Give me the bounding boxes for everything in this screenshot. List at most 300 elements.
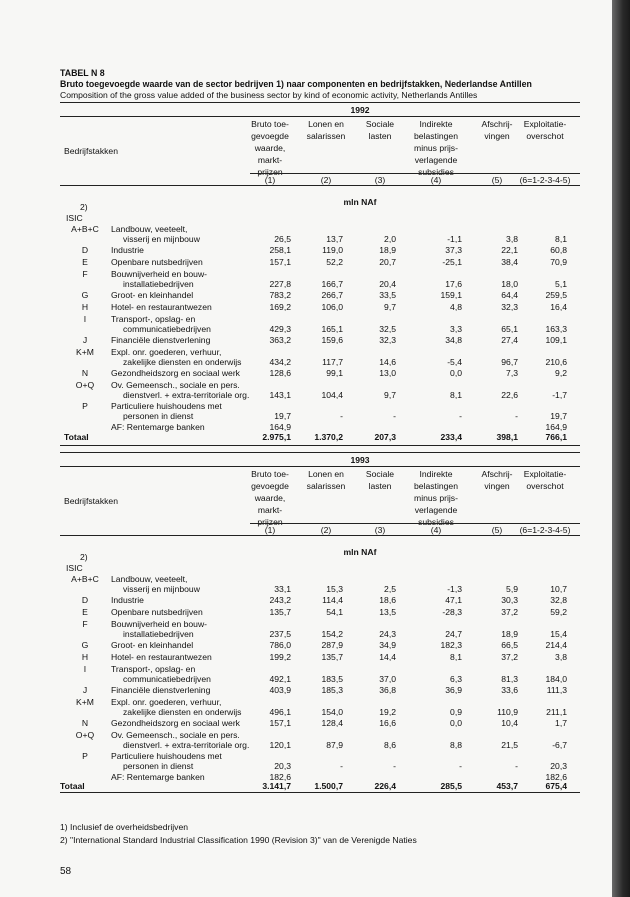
value-cell: - xyxy=(459,761,462,771)
total-value: 285,5 xyxy=(440,781,462,791)
value-cell: 9,7 xyxy=(384,302,396,312)
column-header-1: Bruto toe- xyxy=(251,119,289,129)
value-cell: 34,9 xyxy=(379,640,396,650)
value-cell: 96,7 xyxy=(501,357,518,367)
branch-name-cont: dienstverl. + extra-territoriale org. xyxy=(123,740,250,750)
column-header-5: Afschrij- xyxy=(481,119,513,129)
rule-line xyxy=(250,173,580,174)
value-cell: 32,3 xyxy=(501,302,518,312)
value-cell: 3,3 xyxy=(450,324,462,334)
isic-code: K+M xyxy=(76,697,94,707)
isic-code: P xyxy=(82,401,88,411)
table-row xyxy=(0,595,612,607)
footnote-2: 2) "International Standard Industrial Classification 1990 (Revision 3)" van de Verenigde Naties xyxy=(60,835,417,845)
value-cell: 157,1 xyxy=(269,718,291,728)
branch-name: Openbare nutsbedrijven xyxy=(111,257,203,267)
branch-name-cont: zakelijke diensten en onderwijs xyxy=(123,707,242,717)
value-cell: 114,4 xyxy=(322,595,343,605)
year-label: 1993 xyxy=(350,455,370,465)
isic-code: E xyxy=(82,257,88,267)
column-header-3: lasten xyxy=(368,481,392,491)
value-cell: 110,9 xyxy=(497,707,518,717)
total-value: 233,4 xyxy=(440,432,462,442)
column-header-4: belastingen xyxy=(414,131,458,141)
total-value: 2.975,1 xyxy=(262,432,291,442)
value-cell: 5,9 xyxy=(506,584,518,594)
value-cell: 104,4 xyxy=(321,390,343,400)
column-header-1: markt- xyxy=(257,155,283,165)
branch-name: Openbare nutsbedrijven xyxy=(111,607,203,617)
value-cell: 182,3 xyxy=(440,640,462,650)
value-cell: 18,0 xyxy=(501,279,518,289)
value-cell: 363,2 xyxy=(269,335,291,345)
branch-name-cont: personen in dienst xyxy=(123,761,194,771)
table-row xyxy=(0,718,612,730)
value-cell: 87,9 xyxy=(326,740,343,750)
branch-name: Expl. onr. goederen, verhuur, xyxy=(111,347,222,357)
value-cell: 237,5 xyxy=(269,629,291,639)
value-cell: 24,3 xyxy=(379,629,396,639)
value-cell: 0,9 xyxy=(450,707,462,717)
value-cell: 27,4 xyxy=(501,335,518,345)
column-number: (5) xyxy=(491,175,503,185)
isic-code: G xyxy=(81,640,89,650)
isic-label: ISIC xyxy=(66,563,83,573)
table-row xyxy=(0,245,612,257)
rule-line xyxy=(60,102,580,103)
value-cell: 119,0 xyxy=(322,245,343,255)
value-cell: 8,1 xyxy=(450,652,462,662)
value-cell: 14,4 xyxy=(379,652,396,662)
value-cell: 492,1 xyxy=(269,674,291,684)
value-cell: 3,8 xyxy=(555,652,567,662)
value-cell: 19,7 xyxy=(274,411,291,421)
unit-label: mln NAf xyxy=(343,197,377,207)
branch-name-cont: communicatiebedrijven xyxy=(123,674,211,684)
branch-name: Industrie xyxy=(111,595,144,605)
value-cell: 164,9 xyxy=(269,422,291,432)
value-cell: 166,7 xyxy=(321,279,343,289)
value-cell: 120,1 xyxy=(269,740,291,750)
column-header-branch: Bedrijfstakken xyxy=(64,146,118,156)
column-header-branch: Bedrijfstakken xyxy=(64,496,118,506)
table-row xyxy=(0,574,612,596)
table-label: TABEL N 8 xyxy=(60,68,105,78)
isic-code: J xyxy=(82,335,88,345)
column-number: (2) xyxy=(320,525,332,535)
value-cell: 164,9 xyxy=(545,422,567,432)
isic-code: G xyxy=(81,290,89,300)
isic-code: O+Q xyxy=(75,380,95,390)
value-cell: 38,4 xyxy=(501,257,518,267)
isic-code: P xyxy=(82,751,88,761)
value-cell: 2,0 xyxy=(384,234,396,244)
branch-name: AF: Rentemarge banken xyxy=(111,772,205,782)
table-title: Bruto toegevoegde waarde van de sector bedrijven 1) naar componenten en bedrijfstakken, Nederlandse Antillen xyxy=(60,79,532,89)
value-cell: 9,7 xyxy=(384,390,396,400)
branch-name: Groot- en kleinhandel xyxy=(111,640,194,650)
table-row xyxy=(0,652,612,664)
value-cell: 111,3 xyxy=(546,685,567,695)
value-cell: 32,5 xyxy=(379,324,396,334)
column-header-1: waarde, xyxy=(254,493,286,503)
column-header-3: lasten xyxy=(368,131,392,141)
value-cell: 154,2 xyxy=(321,629,343,639)
column-header-4: subsidies xyxy=(418,167,454,177)
page-edge xyxy=(612,0,630,897)
column-header-4: minus prijs- xyxy=(414,143,458,153)
column-header-6: overschot xyxy=(526,131,564,141)
value-cell: 157,1 xyxy=(269,257,291,267)
value-cell: 37,0 xyxy=(379,674,396,684)
branch-name: AF: Rentemarge banken xyxy=(111,422,205,432)
column-number: (1) xyxy=(264,525,276,535)
column-header-3: Sociale xyxy=(365,469,395,479)
value-cell: 15,3 xyxy=(326,584,343,594)
value-cell: 183,5 xyxy=(321,674,343,684)
table-row xyxy=(0,224,612,246)
rule-line xyxy=(250,523,580,524)
isic-label: ISIC xyxy=(66,213,83,223)
value-cell: 8,1 xyxy=(555,234,567,244)
table-row xyxy=(0,269,612,291)
value-cell: 37,3 xyxy=(445,245,462,255)
isic-code: E xyxy=(82,607,88,617)
year-label: 1992 xyxy=(350,105,370,115)
branch-name: Industrie xyxy=(111,245,144,255)
value-cell: 47,1 xyxy=(445,595,462,605)
branch-name: Financiële dienstverlening xyxy=(111,335,211,345)
rule-line xyxy=(60,445,580,446)
column-number: (6=1-2-3-4-5) xyxy=(519,175,571,185)
column-header-4: Indirekte xyxy=(419,119,453,129)
branch-name: Hotel- en restaurantwezen xyxy=(111,302,212,312)
column-header-2: Lonen en xyxy=(308,469,344,479)
value-cell: 20,4 xyxy=(379,279,396,289)
value-cell: 36,8 xyxy=(379,685,396,695)
table-row xyxy=(0,347,612,369)
column-header-4: verlagende xyxy=(414,505,458,515)
value-cell: 30,3 xyxy=(501,595,518,605)
total-label: Totaal xyxy=(60,781,85,791)
value-cell: 106,0 xyxy=(321,302,343,312)
value-cell: 22,1 xyxy=(501,245,518,255)
value-cell: 1,7 xyxy=(555,718,567,728)
value-cell: 33,6 xyxy=(501,685,518,695)
isic-code: D xyxy=(81,595,89,605)
value-cell: 210,6 xyxy=(545,357,567,367)
total-value: 1.500,7 xyxy=(314,781,343,791)
value-cell: 52,2 xyxy=(326,257,343,267)
table-row xyxy=(0,619,612,641)
value-cell: 7,3 xyxy=(506,368,518,378)
isic-note: 2) xyxy=(80,552,88,562)
value-cell: 59,2 xyxy=(550,607,567,617)
total-value: 453,7 xyxy=(496,781,518,791)
value-cell: 26,5 xyxy=(274,234,291,244)
value-cell: - xyxy=(393,761,396,771)
table-row xyxy=(0,751,612,773)
isic-code: J xyxy=(82,685,88,695)
branch-name: Bouwnijverheid en bouw- xyxy=(111,269,208,279)
value-cell: -1,7 xyxy=(552,390,567,400)
value-cell: 21,5 xyxy=(501,740,518,750)
value-cell: 17,6 xyxy=(445,279,462,289)
value-cell: 14,6 xyxy=(379,357,396,367)
table-row xyxy=(0,607,612,619)
value-cell: 8,6 xyxy=(384,740,396,750)
value-cell: 0,0 xyxy=(450,718,462,728)
isic-code: H xyxy=(81,652,89,662)
rule-line xyxy=(60,792,580,793)
value-cell: 159,6 xyxy=(321,335,343,345)
isic-code: F xyxy=(82,619,88,629)
branch-name: Ov. Gemeensch., sociale en pers. xyxy=(111,380,240,390)
value-cell: - xyxy=(393,411,396,421)
value-cell: 37,2 xyxy=(501,652,518,662)
value-cell: 429,3 xyxy=(269,324,291,334)
branch-name-cont: visserij en mijnbouw xyxy=(123,234,200,244)
total-value: 675,4 xyxy=(545,781,567,791)
column-header-1: Bruto toe- xyxy=(251,469,289,479)
table-row xyxy=(0,697,612,719)
branch-name-cont: communicatiebedrijven xyxy=(123,324,211,334)
value-cell: 33,5 xyxy=(379,290,396,300)
value-cell: 163,3 xyxy=(545,324,567,334)
branch-name: Transport-, opslag- en xyxy=(111,314,196,324)
value-cell: 32,3 xyxy=(379,335,396,345)
branch-name: Gezondheidszorg en sociaal werk xyxy=(111,718,240,728)
branch-name: Financiële dienstverlening xyxy=(111,685,211,695)
isic-code: A+B+C xyxy=(71,574,99,584)
branch-name-cont: installatiebedrijven xyxy=(123,279,194,289)
value-cell: 266,7 xyxy=(321,290,343,300)
isic-code: A+B+C xyxy=(71,224,99,234)
value-cell: 20,3 xyxy=(550,761,567,771)
value-cell: 154,0 xyxy=(321,707,343,717)
table-row xyxy=(0,664,612,686)
rule-line xyxy=(60,452,580,453)
value-cell: 182,6 xyxy=(545,772,567,782)
value-cell: 16,4 xyxy=(550,302,567,312)
column-header-4: minus prijs- xyxy=(414,493,458,503)
branch-name: Groot- en kleinhandel xyxy=(111,290,194,300)
value-cell: 182,6 xyxy=(269,772,291,782)
column-header-6: Exploitatie- xyxy=(523,469,567,479)
column-header-2: Lonen en xyxy=(308,119,344,129)
value-cell: 783,2 xyxy=(269,290,291,300)
value-cell: 81,3 xyxy=(501,674,518,684)
value-cell: -6,7 xyxy=(552,740,567,750)
branch-name: Landbouw, veeteelt, xyxy=(111,574,188,584)
value-cell: 128,4 xyxy=(321,718,343,728)
column-number: (3) xyxy=(374,175,386,185)
branch-name: Ov. Gemeensch., sociale en pers. xyxy=(111,730,240,740)
value-cell: - xyxy=(459,411,462,421)
value-cell: 19,7 xyxy=(550,411,567,421)
value-cell: 287,9 xyxy=(321,640,343,650)
value-cell: 243,2 xyxy=(269,595,291,605)
branch-name: Particuliere huishoudens met xyxy=(111,401,222,411)
total-value: 207,3 xyxy=(374,432,396,442)
value-cell: 64,4 xyxy=(501,290,518,300)
value-cell: -1,1 xyxy=(447,234,462,244)
value-cell: 65,1 xyxy=(501,324,518,334)
value-cell: 13,0 xyxy=(379,368,396,378)
value-cell: 34,8 xyxy=(445,335,462,345)
value-cell: 15,4 xyxy=(550,629,567,639)
branch-name-cont: zakelijke diensten en onderwijs xyxy=(123,357,242,367)
value-cell: 135,7 xyxy=(321,652,343,662)
table-row xyxy=(0,257,612,269)
total-row xyxy=(0,432,612,444)
table-row xyxy=(0,640,612,652)
value-cell: 9,2 xyxy=(555,368,567,378)
column-number: (4) xyxy=(430,175,442,185)
table-row xyxy=(0,730,612,752)
total-value: 398,1 xyxy=(496,432,518,442)
column-number: (6=1-2-3-4-5) xyxy=(519,525,571,535)
value-cell: 165,1 xyxy=(321,324,343,334)
column-header-4: belastingen xyxy=(414,481,458,491)
value-cell: 434,2 xyxy=(269,357,291,367)
value-cell: - xyxy=(515,411,518,421)
isic-code: D xyxy=(81,245,89,255)
isic-code: O+Q xyxy=(75,730,95,740)
column-number: (3) xyxy=(374,525,386,535)
value-cell: 259,5 xyxy=(545,290,567,300)
value-cell: -5,4 xyxy=(447,357,462,367)
value-cell: 135,7 xyxy=(269,607,291,617)
branch-name: Landbouw, veeteelt, xyxy=(111,224,188,234)
column-header-4: Indirekte xyxy=(419,469,453,479)
isic-code: N xyxy=(81,368,89,378)
value-cell: 109,1 xyxy=(545,335,567,345)
unit-label: mln NAf xyxy=(343,547,377,557)
table-row xyxy=(0,335,612,347)
column-header-6: Exploitatie- xyxy=(523,119,567,129)
branch-name-cont: dienstverl. + extra-territoriale org. xyxy=(123,390,250,400)
column-header-5: Afschrij- xyxy=(481,469,513,479)
column-header-4: subsidies xyxy=(418,517,454,527)
value-cell: 214,4 xyxy=(545,640,567,650)
isic-code: H xyxy=(81,302,89,312)
value-cell: 22,6 xyxy=(501,390,518,400)
value-cell: -28,3 xyxy=(442,607,462,617)
branch-name: Hotel- en restaurantwezen xyxy=(111,652,212,662)
value-cell: 5,1 xyxy=(555,279,567,289)
rule-line xyxy=(60,116,580,117)
value-cell: 18,6 xyxy=(379,595,396,605)
value-cell: 199,2 xyxy=(269,652,291,662)
column-header-1: gevoegde xyxy=(251,131,289,141)
value-cell: 8,1 xyxy=(450,390,462,400)
column-number: (2) xyxy=(320,175,332,185)
value-cell: 66,5 xyxy=(501,640,518,650)
isic-code: I xyxy=(83,664,87,674)
branch-name-cont: visserij en mijnbouw xyxy=(123,584,200,594)
value-cell: 4,8 xyxy=(450,302,462,312)
value-cell: 36,9 xyxy=(445,685,462,695)
column-number: (1) xyxy=(264,175,276,185)
table-row xyxy=(0,368,612,380)
value-cell: 13,5 xyxy=(379,607,396,617)
total-value: 1.370,2 xyxy=(314,432,343,442)
total-value: 766,1 xyxy=(545,432,567,442)
rule-line xyxy=(60,535,580,536)
value-cell: -25,1 xyxy=(442,257,462,267)
table-1992 xyxy=(0,102,612,447)
value-cell: 24,7 xyxy=(445,629,462,639)
value-cell: 128,6 xyxy=(269,368,291,378)
value-cell: 3,8 xyxy=(506,234,518,244)
table-row xyxy=(0,314,612,336)
value-cell: 16,6 xyxy=(379,718,396,728)
column-header-5: vingen xyxy=(484,481,510,491)
rule-line xyxy=(60,185,580,186)
isic-code: F xyxy=(82,269,88,279)
value-cell: 403,9 xyxy=(269,685,291,695)
value-cell: 227,8 xyxy=(269,279,291,289)
table-row xyxy=(0,380,612,402)
column-header-4: verlagende xyxy=(414,155,458,165)
table-subtitle: Composition of the gross value added of the business sector by kind of economic activity, Netherlands Antilles xyxy=(60,90,478,100)
column-header-5: vingen xyxy=(484,131,510,141)
table-row xyxy=(0,401,612,423)
value-cell: 70,9 xyxy=(550,257,567,267)
value-cell: 117,7 xyxy=(322,357,343,367)
value-cell: 32,8 xyxy=(550,595,567,605)
value-cell: 20,3 xyxy=(274,761,291,771)
column-header-1: gevoegde xyxy=(251,481,289,491)
value-cell: 143,1 xyxy=(269,390,291,400)
value-cell: 10,4 xyxy=(501,718,518,728)
total-value: 226,4 xyxy=(374,781,396,791)
column-header-2: salarissen xyxy=(306,131,346,141)
rule-line xyxy=(60,466,580,467)
value-cell: - xyxy=(340,761,343,771)
value-cell: 6,3 xyxy=(450,674,462,684)
total-label: Totaal xyxy=(64,432,89,442)
value-cell: 258,1 xyxy=(269,245,291,255)
value-cell: 19,2 xyxy=(379,707,396,717)
table-row xyxy=(0,302,612,314)
column-number: (4) xyxy=(430,525,442,535)
column-header-1: waarde, xyxy=(254,143,286,153)
value-cell: - xyxy=(515,761,518,771)
value-cell: -1,3 xyxy=(447,584,462,594)
value-cell: 2,5 xyxy=(384,584,396,594)
value-cell: 496,1 xyxy=(269,707,291,717)
isic-note: 2) xyxy=(80,202,88,212)
column-header-6: overschot xyxy=(526,481,564,491)
value-cell: 159,1 xyxy=(440,290,462,300)
branch-name: Gezondheidszorg en sociaal werk xyxy=(111,368,240,378)
branch-name: Particuliere huishoudens met xyxy=(111,751,222,761)
value-cell: 211,1 xyxy=(546,707,567,717)
value-cell: 185,3 xyxy=(321,685,343,695)
value-cell: 33,1 xyxy=(274,584,291,594)
isic-code: I xyxy=(83,314,87,324)
column-header-1: prijzen xyxy=(257,167,283,177)
value-cell: 169,2 xyxy=(269,302,291,312)
branch-name: Bouwnijverheid en bouw- xyxy=(111,619,208,629)
value-cell: 18,9 xyxy=(379,245,396,255)
column-header-1: markt- xyxy=(257,505,283,515)
value-cell: 18,9 xyxy=(501,629,518,639)
page-number: 58 xyxy=(60,866,72,877)
value-cell: 99,1 xyxy=(326,368,343,378)
